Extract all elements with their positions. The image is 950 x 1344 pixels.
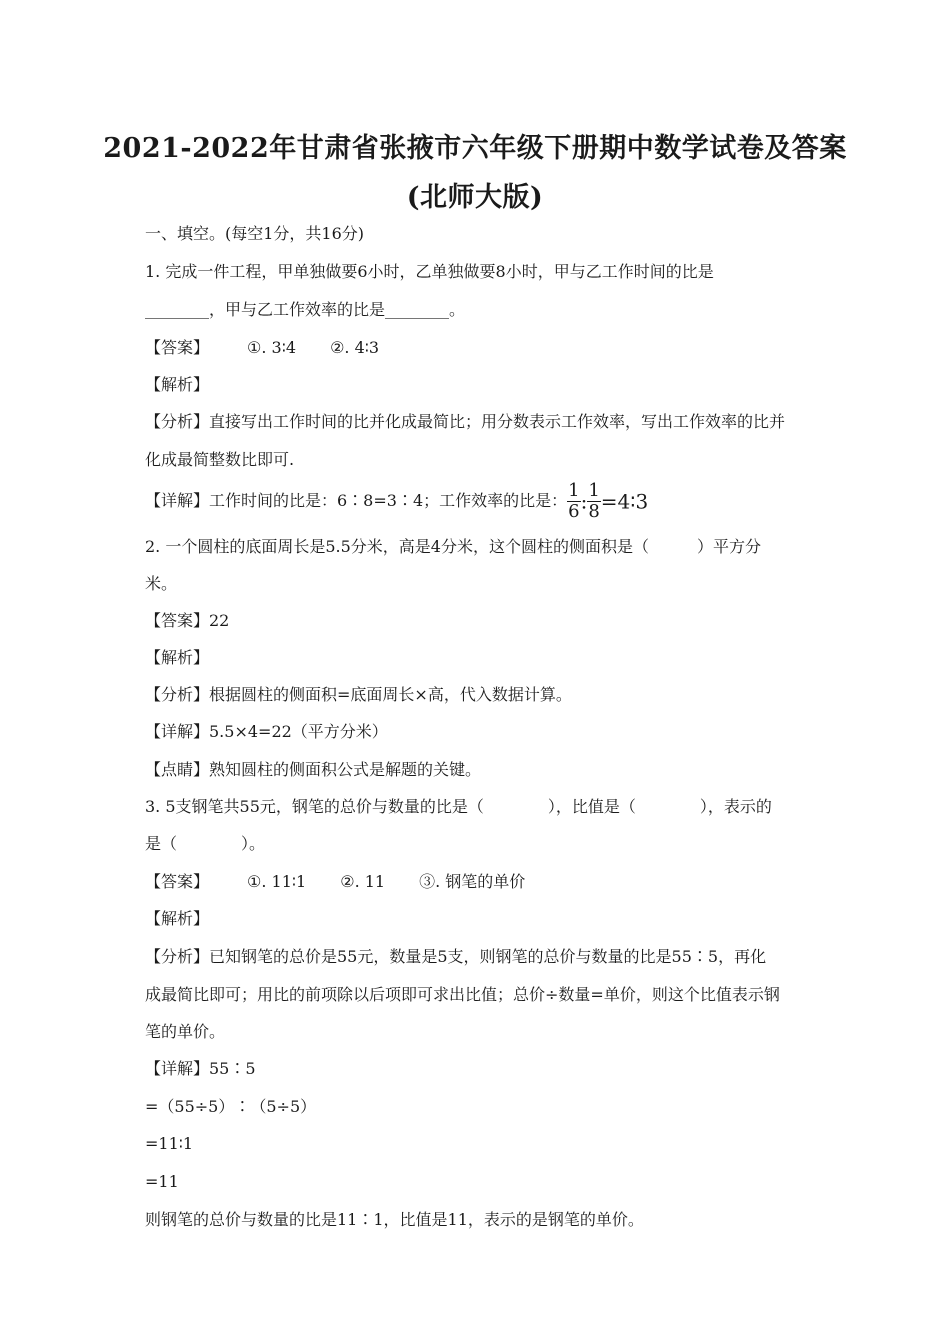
q3-text-line-2: 是（ ）。	[145, 834, 266, 853]
q1-text-line-1: 1. 完成一件工程，甲单独做要6小时，乙单独做要8小时，甲与乙工作时间的比是	[145, 262, 714, 281]
q1-answer-1: ①. 3∶4	[247, 338, 297, 357]
q1-fenxi-line-1: 【分析】直接写出工作时间的比并化成最简比；用分数表示工作效率，写出工作效率的比并	[145, 412, 786, 431]
q3-fenxi-line-1: 【分析】已知钢笔的总价是55元，数量是5支，则钢笔的总价与数量的比是55∶5，再化	[145, 947, 767, 966]
answer-label: 【答案】	[145, 872, 210, 891]
ratio-result: =4∶3	[600, 489, 649, 514]
q1-fenxi-line-2: 化成最简整数比即可.	[145, 450, 295, 469]
q3-text-line-1: 3. 5支钢笔共55元，钢笔的总价与数量的比是（ ），比值是（ ），表示的	[145, 797, 772, 816]
q2-jiexi-label: 【解析】	[145, 648, 210, 667]
q3-xiangjie: 【详解】55∶5	[145, 1059, 256, 1078]
q3-answer-3: ③. 钢笔的单价	[419, 872, 526, 891]
q3-fenxi-line-2: 成最简比即可；用比的前项除以后项即可求出比值；总价÷数量=单价，则这个比值表示钢	[145, 985, 780, 1004]
q1-answer	[145, 338, 379, 358]
q2-fenxi: 【分析】根据圆柱的侧面积=底面周长×高，代入数据计算。	[145, 685, 572, 704]
q2-text-line-1: 2. 一个圆柱的底面周长是5.5分米，高是4分米，这个圆柱的侧面积是（ ）平方分	[145, 537, 761, 556]
q1-xiangjie-text: 【详解】工作时间的比是：6∶8=3∶4；工作效率的比是：	[145, 491, 568, 510]
document-title-line-1: 2021-2022年甘肃省张掖市六年级下册期中数学试卷及答案	[103, 133, 847, 164]
fraction-one-sixth: $\frac{1}{6}$	[568, 480, 580, 522]
fraction-one-eighth: $\frac{1}{8}$	[588, 480, 600, 522]
q3-fenxi-line-3: 笔的单价。	[145, 1022, 226, 1041]
q3-answer-1: ①. 11∶1	[247, 872, 307, 891]
q3-step-3: =11	[145, 1172, 179, 1191]
q3-answer	[145, 872, 525, 892]
q2-answer: 【答案】22	[145, 611, 230, 630]
ratio-colon: :	[580, 489, 588, 514]
q3-conclusion: 则钢笔的总价与数量的比是11∶1，比值是11，表示的是钢笔的单价。	[145, 1210, 644, 1229]
q2-text-line-2: 米。	[145, 574, 178, 593]
q3-answer-2: ②. 11	[340, 872, 386, 891]
q3-step-2: =11∶1	[145, 1134, 194, 1153]
q1-xiangjie	[145, 481, 648, 525]
q1-jiexi-label: 【解析】	[145, 375, 210, 394]
section-heading: 一、填空。(每空1分，共16分)	[145, 224, 365, 243]
answer-label: 【答案】	[145, 338, 210, 357]
q3-jiexi-label: 【解析】	[145, 909, 210, 928]
q3-step-1: =（55÷5）∶（5÷5）	[145, 1097, 317, 1116]
document-title-line-2: (北师大版)	[406, 182, 544, 213]
q2-xiangjie: 【详解】5.5×4=22（平方分米）	[145, 722, 388, 741]
q1-answer-2: ②. 4∶3	[330, 338, 380, 357]
q2-dianjing: 【点睛】熟知圆柱的侧面积公式是解题的关键。	[145, 760, 482, 779]
q1-text-line-2: ________，甲与乙工作效率的比是________。	[145, 300, 466, 319]
